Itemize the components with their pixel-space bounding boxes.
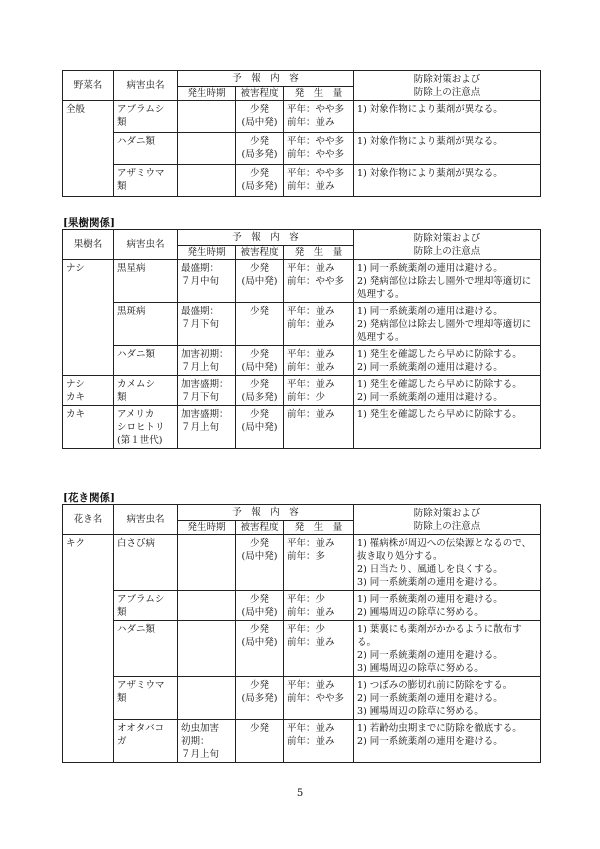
- damage-cell: 少発 (局多発): [236, 165, 284, 197]
- damage-cell: 少発 (局中発): [236, 591, 284, 621]
- timing-header: 発生時期: [178, 246, 236, 260]
- notes-cell: 1) 発生を確認したら早めに防除する。 2) 同一系統薬剤の連用は避ける。: [354, 346, 541, 376]
- pest-cell: オオタバコ ガ: [114, 720, 178, 763]
- amount-cell: 平年：並み 前年：並み: [284, 720, 354, 763]
- pest-cell: アザミウマ 類: [114, 677, 178, 720]
- section-title-flower: [花き関係]: [63, 492, 115, 504]
- amount-header: 発 生 量: [284, 87, 354, 101]
- amount-cell: 前年：並み: [284, 406, 354, 449]
- timing-cell: [178, 621, 236, 677]
- pest-cell: アブラムシ 類: [114, 101, 178, 133]
- pest-cell: アメリカ シロヒトリ (第１世代): [114, 406, 178, 449]
- crop-cell: キク: [63, 535, 114, 763]
- notes-cell: 1) つぼみの膨切れ前に防除をする。 2) 同一系統薬剤の連用を避ける。 3) 圃場周辺の除草に努める。: [354, 677, 541, 720]
- amount-cell: 平年：並み 前年：少: [284, 376, 354, 406]
- notes-cell: 1) 対象作物により薬剤が異なる。: [354, 101, 541, 133]
- damage-cell: 少発 (局中発): [236, 346, 284, 376]
- fruit-pest-table: [62, 229, 541, 449]
- table-row: [63, 376, 541, 406]
- table-row: [63, 101, 541, 133]
- amount-cell: 平年：やや多 前年：やや多: [284, 133, 354, 165]
- amount-cell: 平年：並み 前年：多: [284, 535, 354, 591]
- amount-cell: 平年：並み 前年：やや多: [284, 677, 354, 720]
- timing-header: 発生時期: [178, 87, 236, 101]
- timing-cell: 加害初期： ７月上旬: [178, 346, 236, 376]
- notes-cell: 1) 同一系統薬剤の連用は避ける。 2) 発病部位は除去し園外で埋却等適切に処理する。: [354, 260, 541, 303]
- damage-cell: 少発 (局中発): [236, 101, 284, 133]
- pest-header: 病害虫名: [114, 505, 178, 535]
- pest-cell: ハダニ類: [114, 133, 178, 165]
- forecast-header: 予 報 内 容: [178, 230, 354, 246]
- table-row: [63, 535, 541, 591]
- timing-cell: 加害盛期： ７月下旬: [178, 376, 236, 406]
- page-number: 5: [296, 788, 304, 799]
- notes-cell: 1) 発生を確認したら早めに防除する。 2) 同一系統薬剤の連用は避ける。: [354, 376, 541, 406]
- damage-cell: 少発 (局中発): [236, 535, 284, 591]
- amount-cell: 平年：並み 前年：やや多: [284, 260, 354, 303]
- crop-cell: ナシ: [63, 260, 114, 376]
- pest-cell: 黒斑病: [114, 303, 178, 346]
- section-title-fruit: [果樹関係]: [63, 217, 115, 229]
- pest-cell: アブラムシ 類: [114, 591, 178, 621]
- timing-cell: [178, 101, 236, 133]
- damage-cell: 少発 (局多発): [236, 133, 284, 165]
- amount-cell: 平年：少 前年：並み: [284, 621, 354, 677]
- pest-cell: ハダニ類: [114, 621, 178, 677]
- notes-cell: 1) 罹病株が周辺への伝染源となるので、抜き取り処分する。 2) 日当たり、風通しを良くする。 3) 同一系統薬剤の連用を避ける。: [354, 535, 541, 591]
- notes-cell: 1) 対象作物により薬剤が異なる。: [354, 165, 541, 197]
- timing-header: 発生時期: [178, 521, 236, 535]
- timing-cell: [178, 133, 236, 165]
- vegetable-pest-table: [62, 70, 541, 197]
- crop-header: 花き名: [63, 505, 114, 535]
- notes-cell: 1) 同一系統薬剤の連用を避ける。 2) 圃場周辺の除草に努める。: [354, 591, 541, 621]
- damage-cell: 少発 (局中発): [236, 260, 284, 303]
- pest-cell: 白さび病: [114, 535, 178, 591]
- table-row: [63, 677, 541, 720]
- flower-pest-table: [62, 504, 541, 763]
- pest-cell: ハダニ類: [114, 346, 178, 376]
- damage-cell: 少発 (局中発): [236, 621, 284, 677]
- table-row: [63, 621, 541, 677]
- pest-cell: 黒星病: [114, 260, 178, 303]
- pest-cell: アザミウマ 類: [114, 165, 178, 197]
- crop-cell: 全般: [63, 101, 114, 197]
- damage-cell: 少発: [236, 303, 284, 346]
- table-row: [63, 133, 541, 165]
- crop-header: 果樹名: [63, 230, 114, 260]
- pest-header: 病害虫名: [114, 230, 178, 260]
- pest-header: 病害虫名: [114, 71, 178, 101]
- notes-cell: 1) 対象作物により薬剤が異なる。: [354, 133, 541, 165]
- timing-cell: [178, 677, 236, 720]
- notes-cell: 1) 葉裏にも薬剤がかかるように散布する。 2) 同一系統薬剤の連用を避ける。 3) 圃場周辺の除草に努める。: [354, 621, 541, 677]
- crop-header: 野菜名: [63, 71, 114, 101]
- pest-cell: カメムシ 類: [114, 376, 178, 406]
- damage-cell: 少発: [236, 720, 284, 763]
- table-row: [63, 165, 541, 197]
- damage-header: 被害程度: [236, 87, 284, 101]
- timing-cell: 最盛期： ７月中旬: [178, 260, 236, 303]
- damage-header: 被害程度: [236, 521, 284, 535]
- countermeasure-header: 防除対策および 防除上の注意点: [354, 230, 541, 260]
- damage-cell: 少発 (局中発): [236, 406, 284, 449]
- countermeasure-header: 防除対策および 防除上の注意点: [354, 71, 541, 101]
- crop-cell: ナシ カキ: [63, 376, 114, 406]
- table-row: [63, 406, 541, 449]
- forecast-header: 予 報 内 容: [178, 505, 354, 521]
- timing-cell: [178, 165, 236, 197]
- amount-cell: 平年：並み 前年：並み: [284, 346, 354, 376]
- table-row: [63, 260, 541, 303]
- countermeasure-header: 防除対策および 防除上の注意点: [354, 505, 541, 535]
- notes-cell: 1) 発生を確認したら早めに防除する。: [354, 406, 541, 449]
- notes-cell: 1) 同一系統薬剤の連用は避ける。 2) 発病部位は除去し園外で埋却等適切に処理する。: [354, 303, 541, 346]
- damage-cell: 少発 (局多発): [236, 376, 284, 406]
- amount-header: 発 生 量: [284, 246, 354, 260]
- amount-cell: 平年：やや多 前年：並み: [284, 101, 354, 133]
- damage-header: 被害程度: [236, 246, 284, 260]
- timing-cell: [178, 535, 236, 591]
- table-row: [63, 303, 541, 346]
- amount-cell: 平年：少 前年：並み: [284, 591, 354, 621]
- crop-cell: カキ: [63, 406, 114, 449]
- timing-cell: 幼虫加害 初期： ７月上旬: [178, 720, 236, 763]
- notes-cell: 1) 若齢幼虫期までに防除を徹底する。 2) 同一系統薬剤の連用を避ける。: [354, 720, 541, 763]
- table-row: [63, 720, 541, 763]
- table-row: [63, 591, 541, 621]
- timing-cell: 最盛期： ７月下旬: [178, 303, 236, 346]
- damage-cell: 少発 (局多発): [236, 677, 284, 720]
- forecast-header: 予 報 内 容: [178, 71, 354, 87]
- timing-cell: 加害盛期： ７月上旬: [178, 406, 236, 449]
- amount-cell: 平年：並み 前年：並み: [284, 303, 354, 346]
- table-row: [63, 346, 541, 376]
- amount-header: 発 生 量: [284, 521, 354, 535]
- timing-cell: [178, 591, 236, 621]
- amount-cell: 平年：やや多 前年：並み: [284, 165, 354, 197]
